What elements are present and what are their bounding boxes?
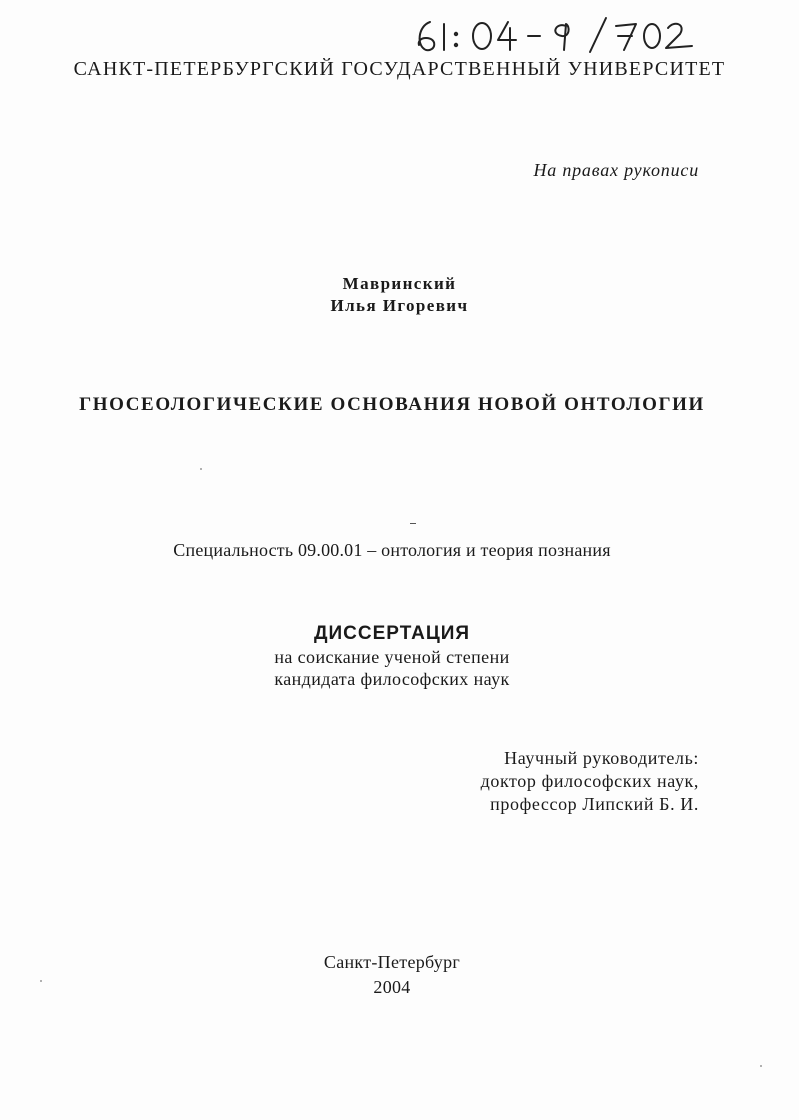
scan-speck bbox=[40, 980, 42, 982]
scan-speck bbox=[760, 1065, 762, 1067]
dissertation-block bbox=[0, 622, 784, 690]
scan-mark bbox=[410, 523, 416, 524]
university-name: САНКТ-ПЕТЕРБУРГСКИЙ ГОСУДАРСТВЕННЫЙ УНИВЕРСИТЕТ bbox=[73, 58, 726, 80]
supervisor-block bbox=[481, 747, 699, 816]
degree-line-2: кандидата философских наук bbox=[274, 669, 510, 689]
author-given-names: Илья Игоревич bbox=[330, 296, 469, 315]
supervisor-name: профессор Липский Б. И. bbox=[490, 794, 699, 814]
author-block bbox=[0, 273, 799, 317]
dissertation-heading: ДИССЕРТАЦИЯ bbox=[313, 623, 471, 644]
author-surname: Мавринский bbox=[342, 274, 457, 293]
supervisor-label: Научный руководитель: bbox=[504, 748, 699, 768]
handwritten-number-drawing bbox=[410, 12, 700, 56]
degree-line-1: на соискание ученой степени bbox=[274, 647, 510, 667]
city-name: Санкт-Петербург bbox=[323, 952, 461, 972]
specialty-line: Специальность 09.00.01 – онтология и теория познания bbox=[173, 540, 611, 560]
scan-speck bbox=[200, 468, 202, 470]
year: 2004 bbox=[373, 977, 411, 997]
supervisor-degree: доктор философских наук, bbox=[480, 771, 699, 791]
imprint-block bbox=[0, 950, 784, 1000]
handwritten-catalog-number bbox=[410, 12, 700, 56]
dissertation-title: ГНОСЕОЛОГИЧЕСКИЕ ОСНОВАНИЯ НОВОЙ ОНТОЛОГИИ bbox=[79, 394, 705, 415]
manuscript-note: На правах рукописи bbox=[533, 160, 699, 180]
